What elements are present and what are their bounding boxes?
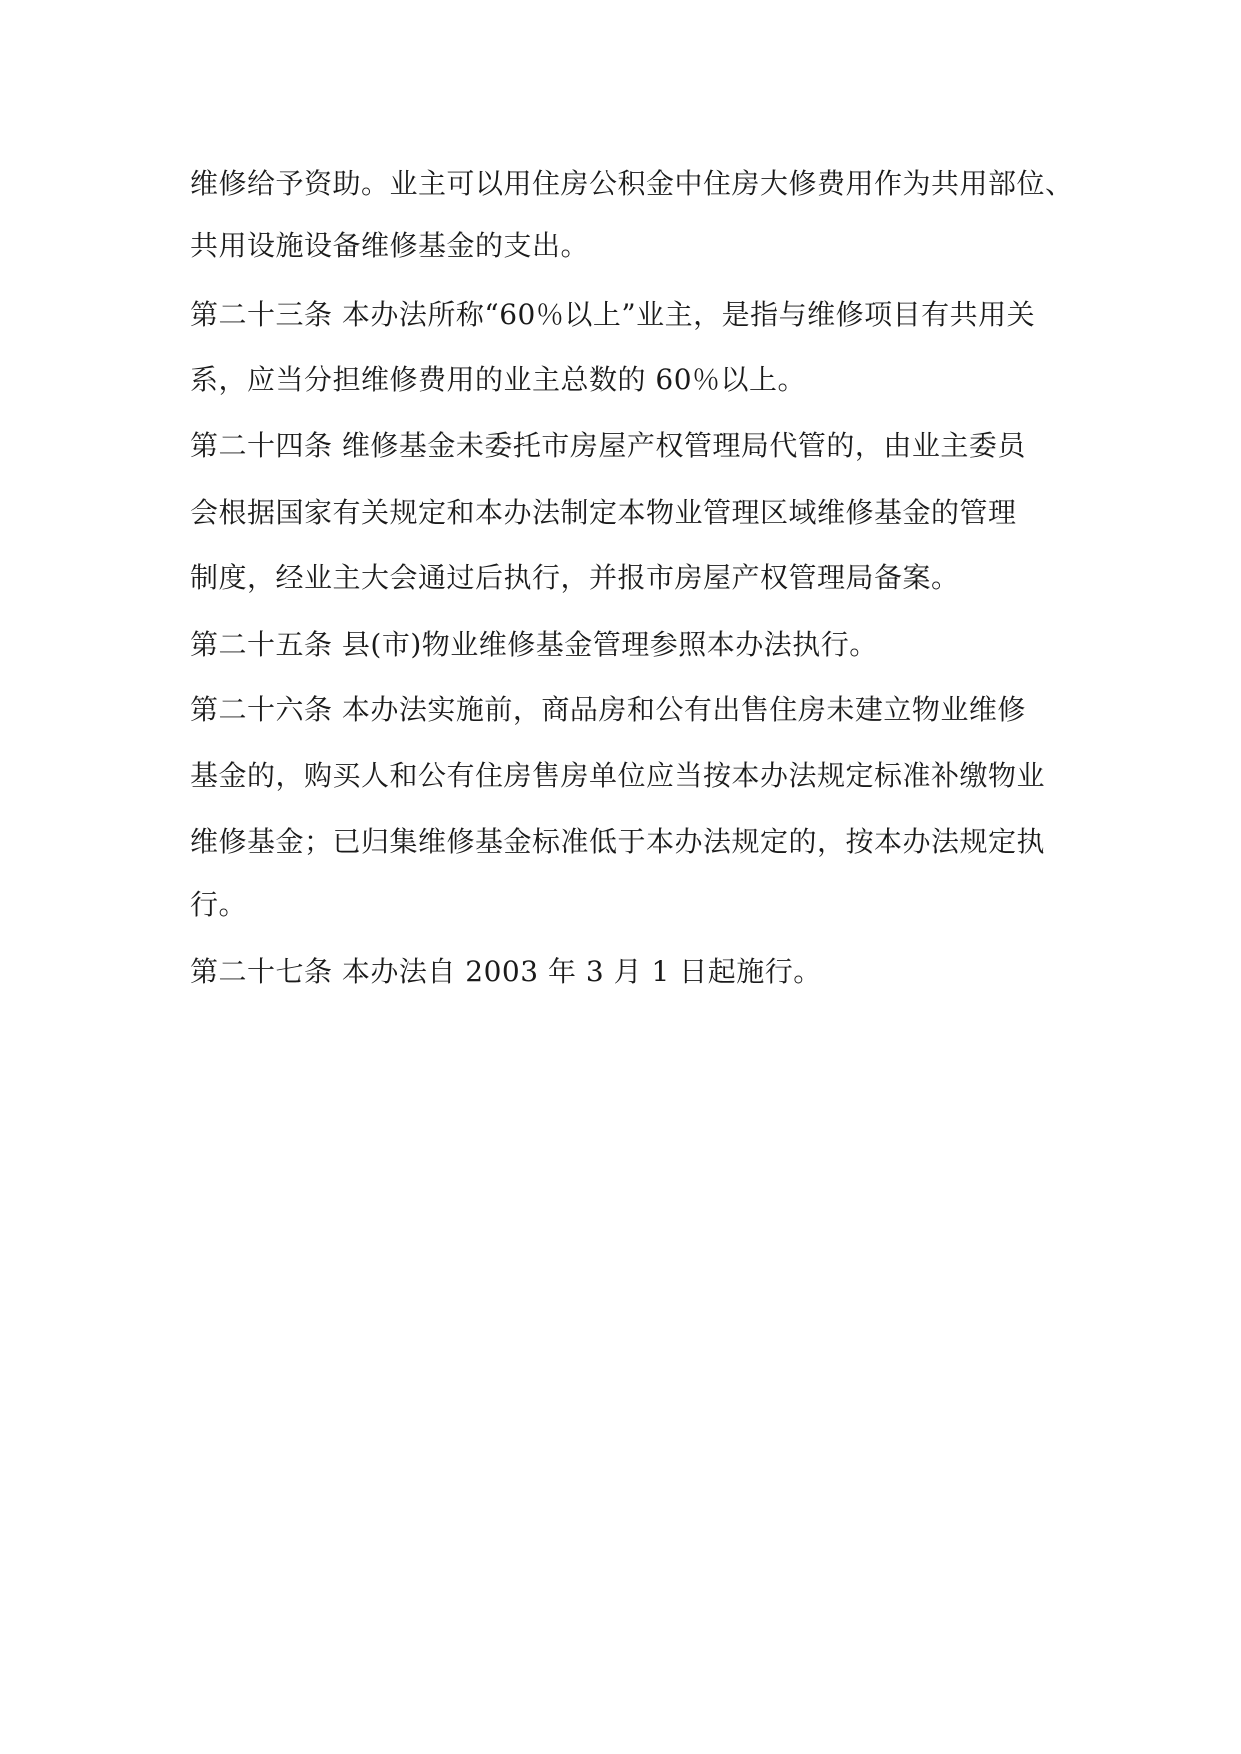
paragraph-line: 基金的，购买人和公有住房售房单位应当按本办法规定标准补缴物业 — [190, 759, 1046, 792]
paragraph-line: 共用设施设备维修基金的支出。 — [190, 229, 590, 262]
article-26-line: 第二十六条 本办法实施前，商品房和公有出售住房未建立物业维修 — [190, 693, 1026, 726]
article-25-line: 第二十五条 县(市)物业维修基金管理参照本办法执行。 — [190, 628, 878, 661]
paragraph-line: 制度，经业主大会通过后执行，并报市房屋产权管理局备案。 — [190, 561, 960, 594]
article-27-line: 第二十七条 本办法自 2003 年 3 月 1 日起施行。 — [190, 955, 822, 988]
article-24-line: 第二十四条 维修基金未委托市房屋产权管理局代管的，由业主委员 — [190, 429, 1026, 462]
paragraph-line: 维修基金；已归集维修基金标准低于本办法规定的，按本办法规定执 — [190, 825, 1046, 858]
article-23-line: 第二十三条 本办法所称“60％以上”业主，是指与维修项目有共用关 — [190, 298, 1036, 331]
paragraph-line: 维修给予资助。业主可以用住房公积金中住房大修费用作为共用部位、 — [190, 167, 1074, 200]
paragraph-line: 会根据国家有关规定和本办法制定本物业管理区域维修基金的管理 — [190, 496, 1017, 529]
paragraph-line: 行。 — [190, 888, 248, 921]
paragraph-line: 系，应当分担维修费用的业主总数的 60％以上。 — [190, 363, 807, 396]
